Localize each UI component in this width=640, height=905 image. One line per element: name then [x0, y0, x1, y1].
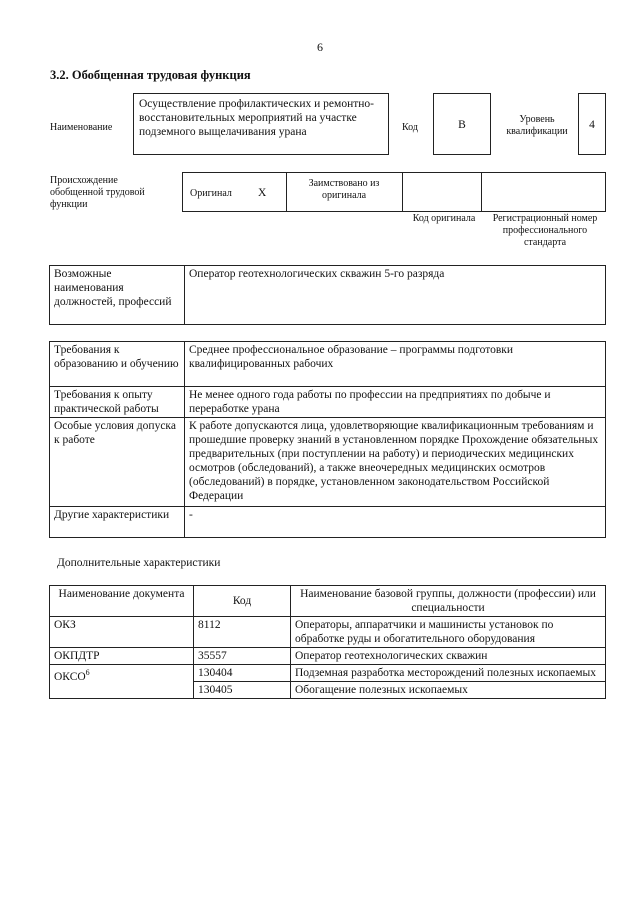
table-row — [50, 342, 606, 387]
origin-divider — [286, 172, 287, 212]
req-label: Требования к опыту практической работы — [50, 387, 185, 418]
req-value: К работе допускаются лица, удовлетворяющие квалификационным требованиям и прошедшие проверку знаний в установленном порядке Прохождение обязательных предварительных (при поступлении на работу) и периодических медицинских осмотров (обследований), а также внеочередных медицинских осмотров (обследований) в порядке, установленном законодательством Российской Федерации — [185, 418, 606, 507]
positions-table — [49, 265, 606, 325]
positions-label: Возможные наименования должностей, профессий — [50, 266, 185, 325]
origin-divider — [481, 172, 482, 212]
table-row — [50, 586, 606, 617]
cell-doc: ОКПДТР — [50, 648, 194, 665]
table-row — [50, 648, 606, 665]
reg-number-caption: Регистрационный номер профессионального стандарта — [492, 213, 598, 248]
level-box — [578, 93, 606, 155]
table-row — [50, 617, 606, 648]
footnote-marker: 6 — [85, 668, 90, 677]
req-label: Особые условия допуска к работе — [50, 418, 185, 507]
req-value: Не менее одного года работы по профессии на предприятиях по добыче и переработке урана — [185, 387, 606, 418]
req-label: Другие характеристики — [50, 507, 185, 538]
col-header-name: Наименование базовой группы, должности (профессии) или специальности — [291, 586, 606, 617]
page-number: 6 — [317, 40, 323, 54]
original-label: Оригинал — [190, 188, 232, 199]
additional-title: Дополнительные характеристики — [57, 557, 221, 569]
level-label: Уровень квалификации — [506, 114, 568, 137]
col-header-code: Код — [194, 586, 291, 617]
function-name-value: Осуществление профилактических и ремонтно-восстановительных мероприятий на участке подземного выщелачивания урана — [139, 98, 374, 138]
function-name-box — [133, 93, 389, 155]
table-row — [50, 665, 606, 682]
cell-name: Обогащение полезных ископаемых — [291, 682, 606, 699]
cell-code: 8112 — [194, 617, 291, 648]
cell-code: 130405 — [194, 682, 291, 699]
cell-name: Подземная разработка месторождений полезных ископаемых — [291, 665, 606, 682]
origin-divider — [402, 172, 403, 212]
positions-value: Оператор геотехнологических скважин 5-го разряда — [185, 266, 606, 325]
table-row — [50, 418, 606, 507]
cell-doc: ОКЗ — [50, 617, 194, 648]
table-row — [50, 387, 606, 418]
cell-code: 130404 — [194, 665, 291, 682]
original-mark: X — [258, 187, 267, 199]
origin-label: Происхождение обобщенной трудовой функции — [50, 175, 145, 210]
cell-name: Операторы, аппаратчики и машинисты установок по обработке руды и обогатительного оборудования — [291, 617, 606, 648]
col-header-doc: Наименование документа — [50, 586, 194, 617]
additional-table — [49, 585, 606, 699]
table-row — [50, 266, 606, 325]
code-box — [433, 93, 491, 155]
cell-doc-text: ОКСО — [54, 670, 86, 683]
section-title: 3.2. Обобщенная трудовая функция — [50, 68, 251, 82]
req-value: - — [185, 507, 606, 538]
req-label: Требования к образованию и обучению — [50, 342, 185, 387]
level-value: 4 — [589, 119, 595, 131]
req-value: Среднее профессиональное образование – программы подготовки квалифицированных рабочих — [185, 342, 606, 387]
cell-code: 35557 — [194, 648, 291, 665]
code-original-caption: Код оригинала — [412, 213, 476, 224]
code-label: Код — [402, 122, 418, 133]
requirements-table — [49, 341, 606, 538]
cell-name: Оператор геотехнологических скважин — [291, 648, 606, 665]
borrowed-label: Заимствовано из оригинала — [308, 178, 380, 201]
cell-doc — [50, 665, 194, 699]
table-row — [50, 507, 606, 538]
name-label: Наименование — [50, 122, 113, 133]
code-value: B — [458, 119, 466, 131]
